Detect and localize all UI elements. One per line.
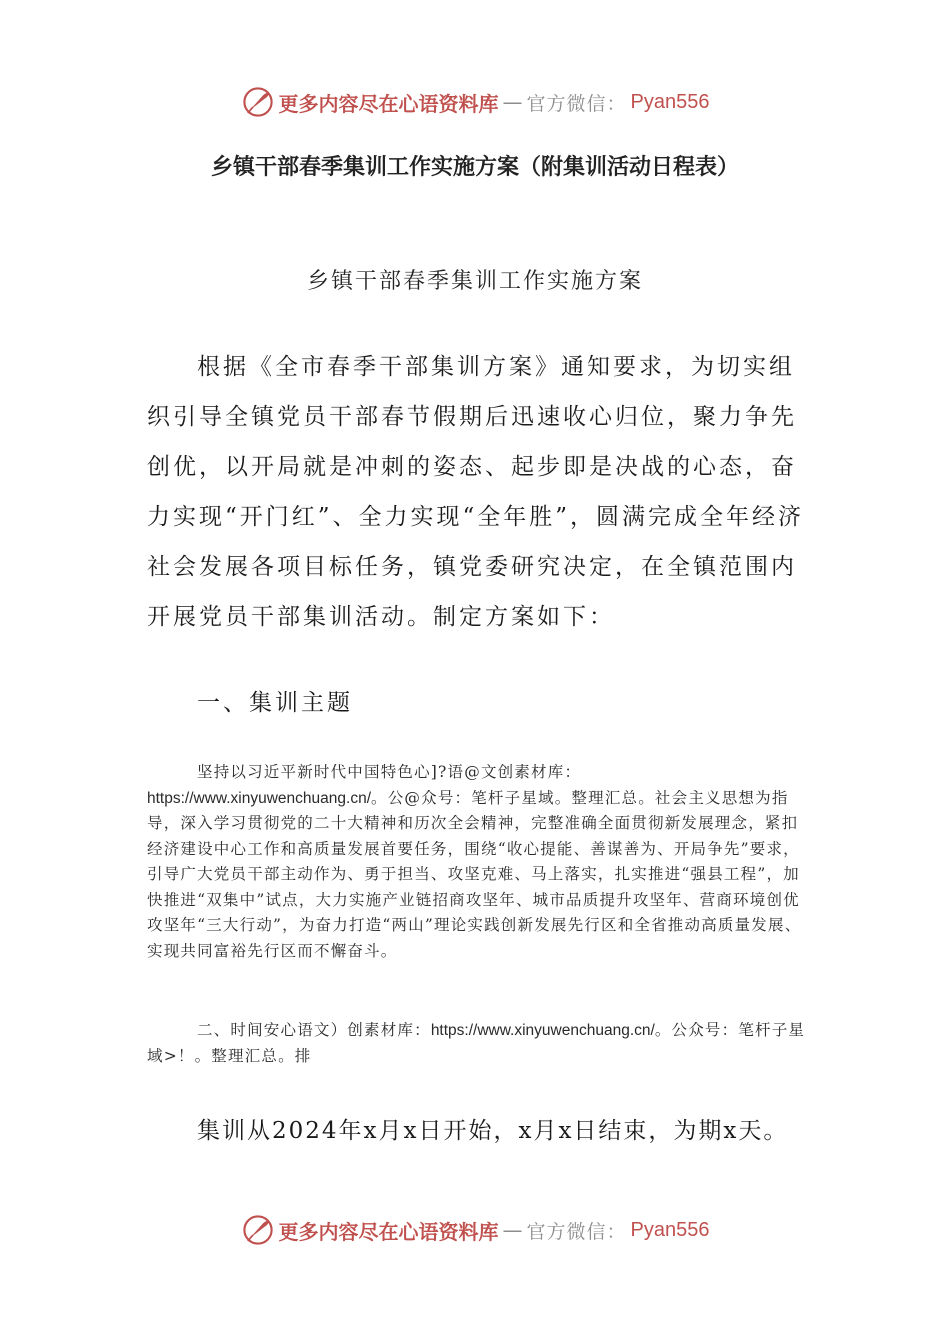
- page-title: 乡镇干部春季集训工作实施方案（附集训活动日程表）: [210, 155, 739, 180]
- section-2-url-link[interactable]: https://www.xinyuwenchuang.cn/: [430, 1022, 655, 1039]
- section-2-text-a: 二、时间安心语文）创素材库：: [197, 1021, 431, 1039]
- section-1-paragraph: [147, 760, 807, 964]
- banner-dash: —: [502, 1218, 523, 1242]
- section-1-text-b: 。公@众号：笔杆子星域。整理汇总。社会主义思想为指导，深入学习贯彻党的二十大精神和历次全会精神，完整准确全面贯彻新发展理念，紧扣经济建设中心工作和高质量发展首要任务，围绕“收心提能、善谋善为、开局争先”要求，引导广大党员干部主动作为、勇于担当、攻坚克难、马上落实，扎实推进“强县工程”，加快推进“双集中”试点，大力实施产业链招商攻坚年、城市品质提升攻坚年、营商环境创优攻坚年“三大行动”，为奋力打造“两山”理论实践创新发展先行区和全省推动高质量发展、实现共同富裕先行区而不懈奋斗。: [147, 788, 802, 960]
- banner-sub-text: 官方微信：: [526, 92, 627, 115]
- schedule-paragraph: 集训从2024年x月x日开始，x月x日结束，为期x天。: [197, 1118, 789, 1144]
- section-1-text-a: 坚持以习近平新时代中国特色心]?语@文创素材库：: [197, 763, 582, 781]
- banner-wechat-id: Pyan556: [630, 90, 710, 113]
- quill-logo-icon: [241, 85, 275, 119]
- section-2-text-b: 。公众号：笔杆子星域>！。整理汇总。排: [147, 1021, 806, 1065]
- banner-dash: —: [502, 90, 523, 114]
- quill-logo-icon: [241, 1213, 275, 1247]
- banner-sub-text: 官方微信：: [526, 1220, 627, 1243]
- banner-brand-text: 更多内容尽在心语资料库: [278, 91, 499, 116]
- banner-content: [241, 85, 710, 119]
- section-1-url-link[interactable]: https://www.xinyuwenchuang.cn/: [147, 789, 372, 807]
- banner-content: [241, 1213, 710, 1247]
- section-title: 乡镇干部春季集训工作实施方案: [306, 269, 643, 294]
- section-2-paragraph: [147, 1018, 807, 1069]
- banner-wechat-id: Pyan556: [630, 1218, 710, 1241]
- intro-paragraph: 根据《全市春季干部集训方案》通知要求，为切实组织引导全镇党员干部春节假期后迅速收心归位，聚力争先创优，以开局就是冲刺的姿态、起步即是决战的心态，奋力实现“开门红”、全力实现“全年胜”，圆满完成全年经济社会发展各项目标任务，镇党委研究决定，在全镇范围内开展党员干部集训活动。制定方案如下：: [147, 354, 805, 630]
- section-1-heading: 一、集训主题: [197, 690, 353, 716]
- banner-brand-text: 更多内容尽在心语资料库: [278, 1219, 499, 1244]
- bottom-watermark-banner: [0, 1208, 950, 1252]
- top-watermark-banner: [0, 80, 950, 124]
